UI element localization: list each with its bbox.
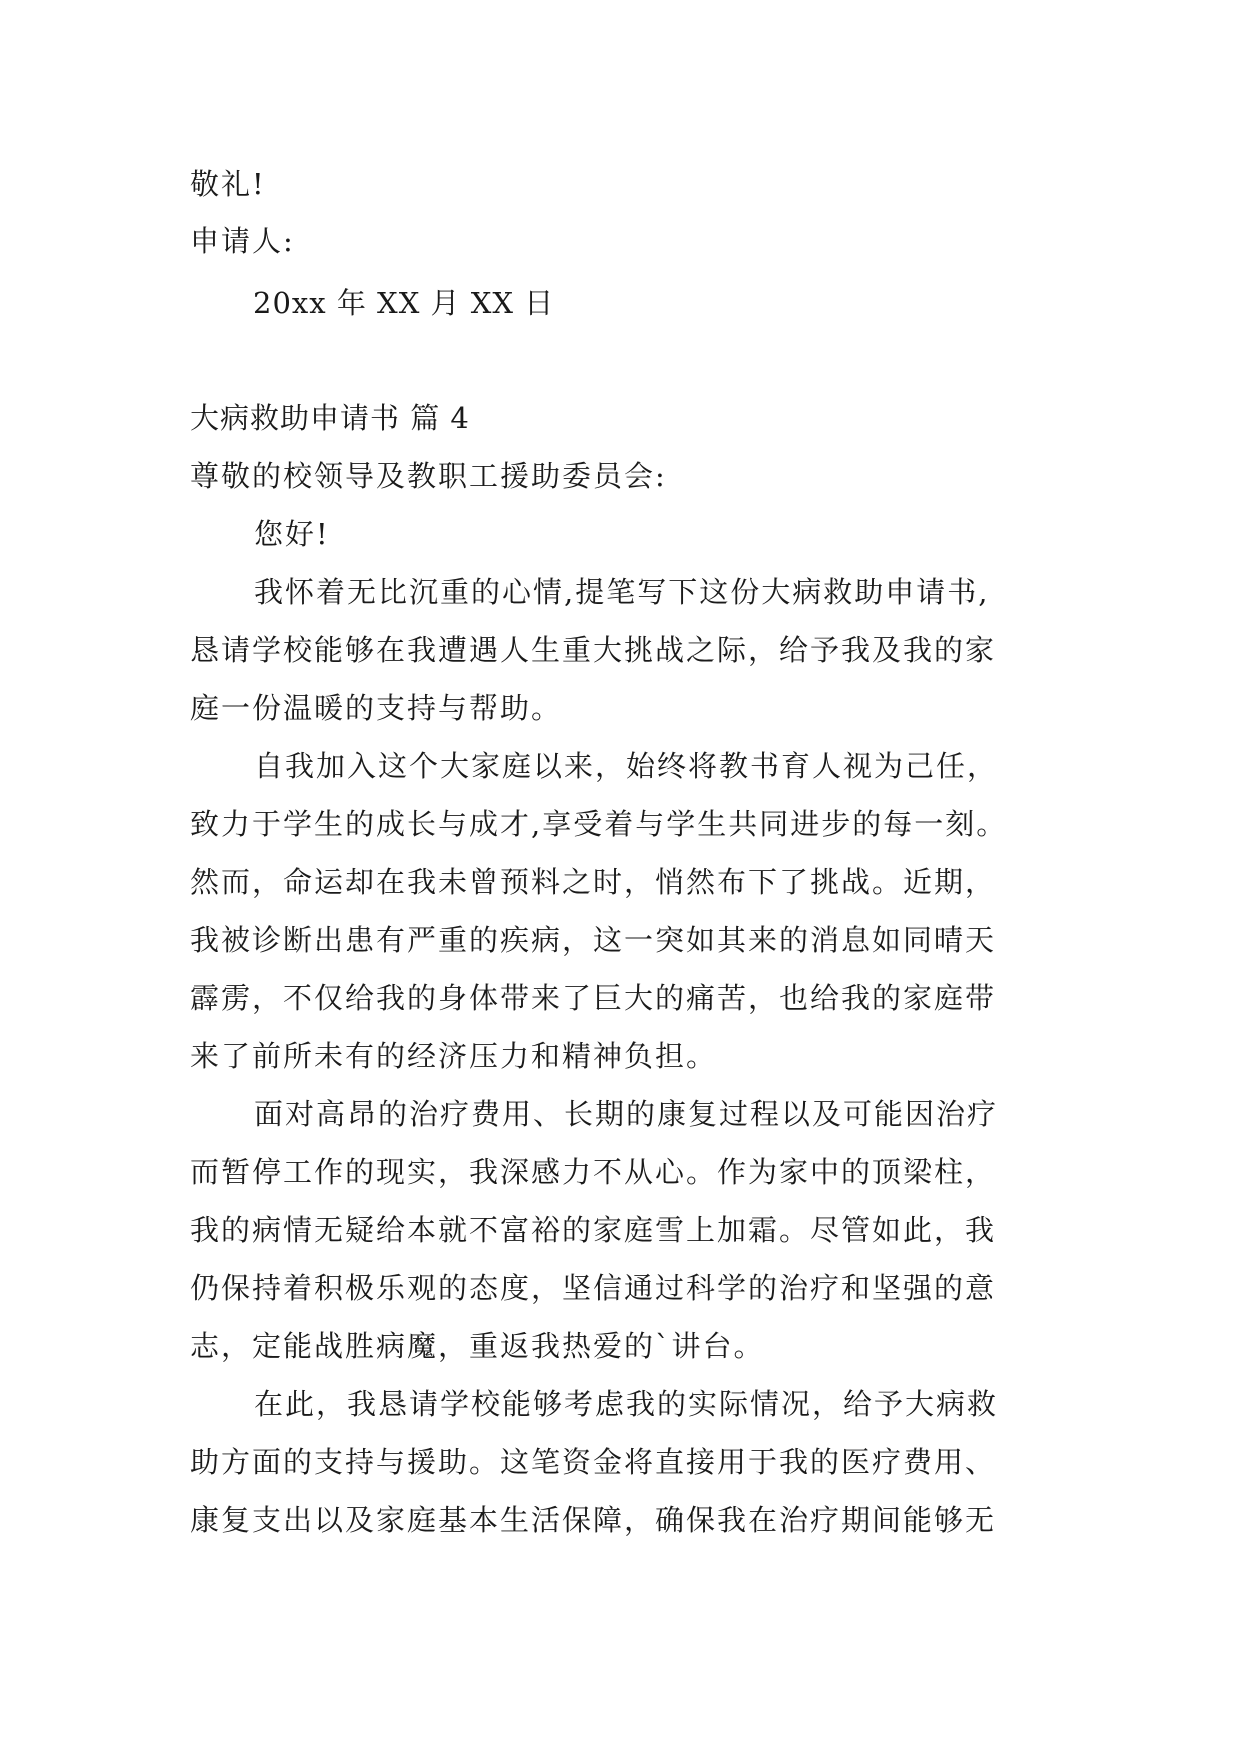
paragraph-line: 自我加入这个大家庭以来，始终将教书育人视为己任， [254,749,999,783]
application-date: 20xx 年 XX 月 XX 日 [253,286,555,320]
paragraph-line: 助方面的支持与援助。这笔资金将直接用于我的医疗费用、 [190,1445,997,1479]
paragraph-line: 面对高昂的治疗费用、长期的康复过程以及可能因治疗 [254,1097,999,1131]
salutation: 尊敬的校领导及教职工援助委员会: [190,459,667,493]
greeting: 您好! [254,517,330,551]
paragraph-line: 我的病情无疑给本就不富裕的家庭雪上加霜。尽管如此，我 [190,1213,997,1247]
paragraph-line: 霹雳，不仅给我的身体带来了巨大的痛苦，也给我的家庭带 [190,981,997,1015]
closing-salute: 敬礼! [190,167,266,201]
paragraph-line: 志，定能战胜病魔，重返我热爱的`讲台。 [190,1329,765,1363]
paragraph-line: 康复支出以及家庭基本生活保障，确保我在治疗期间能够无 [190,1503,997,1537]
paragraph-line: 我怀着无比沉重的心情,提笔写下这份大病救助申请书, [254,575,990,609]
paragraph-line: 庭一份温暖的支持与帮助。 [190,691,563,725]
paragraph-line: 致力于学生的成长与成才,享受着与学生共同进步的每一刻。 [190,807,1008,841]
paragraph-line: 我被诊断出患有严重的疾病，这一突如其来的消息如同晴天 [190,923,997,957]
paragraph-line: 来了前所未有的经济压力和精神负担。 [190,1039,718,1073]
applicant-label: 申请人: [190,224,295,258]
section-title: 大病救助申请书 篇 4 [190,401,470,435]
paragraph-line: 在此，我恳请学校能够考虑我的实际情况，给予大病救 [254,1387,999,1421]
paragraph-line: 然而，命运却在我未曾预料之时，悄然布下了挑战。近期， [190,865,997,899]
paragraph-line: 恳请学校能够在我遭遇人生重大挑战之际，给予我及我的家 [190,633,997,667]
paragraph-line: 而暂停工作的现实，我深感力不从心。作为家中的顶梁柱， [190,1155,997,1189]
paragraph-line: 仍保持着积极乐观的态度，坚信通过科学的治疗和坚强的意 [190,1271,997,1305]
